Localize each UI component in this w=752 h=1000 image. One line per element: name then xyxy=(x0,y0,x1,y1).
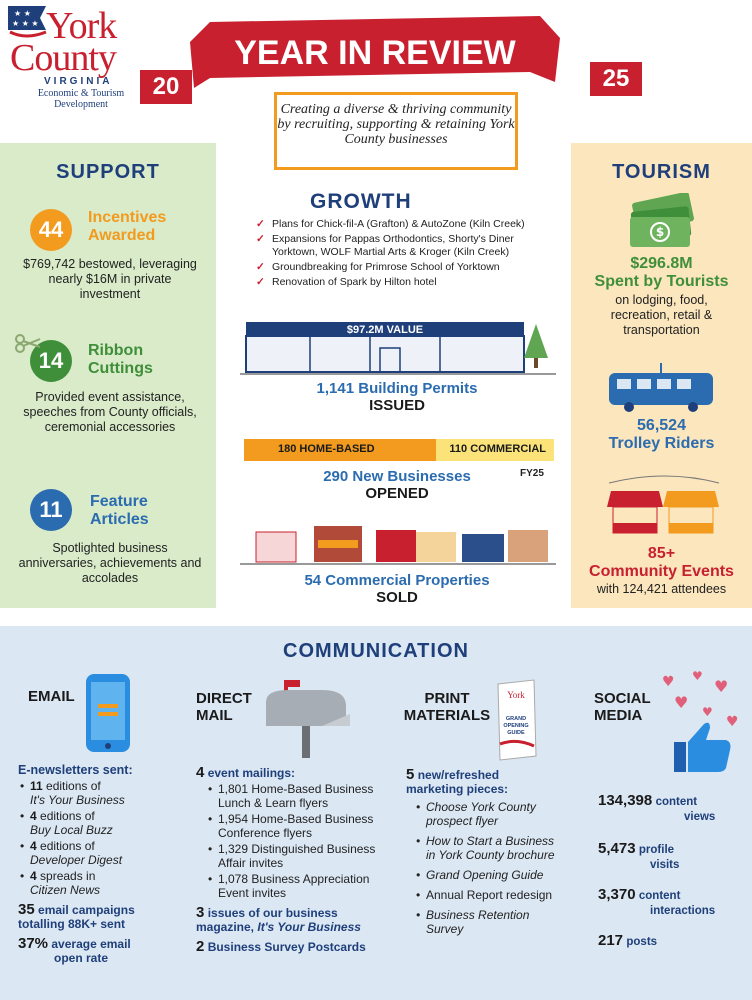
list-item: • Choose York County prospect flyer xyxy=(414,800,556,828)
svg-text:GRAND: GRAND xyxy=(505,716,527,722)
money-icon xyxy=(626,193,700,249)
check-icon: ✓ xyxy=(256,276,265,288)
social-interactions: 3,370 content interactions xyxy=(598,886,716,917)
direct-mail-head: DIRECT MAIL xyxy=(196,690,252,724)
svg-text:York: York xyxy=(507,690,525,700)
growth-title: GROWTH xyxy=(310,190,412,213)
tourism-spent: $296.8M Spent by Tourists on lodging, food, recreation, retail & transportation xyxy=(594,255,729,337)
year-left: 20 xyxy=(140,70,192,104)
tagline: Creating a diverse & thriving community by recruiting, supporting & retaining York County businesses xyxy=(274,92,518,170)
support-title: SUPPORT xyxy=(56,161,160,183)
list-item: ✓ Expansions for Pappas Orthodontics, Shorty's Diner Yorktown, WOLF Martial Arts & Kroger (Kiln Creek) xyxy=(256,233,514,258)
svg-text:★ ★: ★ ★ xyxy=(14,9,31,18)
incentives-desc: $769,742 bestowed, leveraging nearly $16M in private investment xyxy=(23,257,197,301)
mailbox-icon xyxy=(262,676,354,760)
logo-virginia: VIRGINIA xyxy=(44,76,113,87)
svg-text:♥: ♥ xyxy=(702,705,713,719)
ribbon-label: Ribbon Cuttings xyxy=(88,342,153,377)
title-banner xyxy=(190,12,560,92)
incentives-label: Incentives Awarded xyxy=(88,209,167,244)
social-head: SOCIAL MEDIA xyxy=(594,690,651,724)
list-item: • 1,954 Home-Based Business Conference flyers xyxy=(206,812,392,840)
properties-stat: 54 Commercial Properties SOLD xyxy=(304,572,490,606)
year-right: 25 xyxy=(590,62,642,96)
list-item: • 1,329 Distinguished Business Affair invites xyxy=(206,842,392,870)
list-item: ✓ Plans for Chick-fil-A (Grafton) & AutoZone (Kiln Creek) xyxy=(256,218,525,230)
svg-text:♥: ♥ xyxy=(662,674,675,690)
check-icon: ✓ xyxy=(256,218,265,230)
list-item: • 4 spreads in Citizen News xyxy=(18,869,188,897)
direct-mail-details: 4 event mailings: • 1,801 Home-Based Business Lunch & Learn flyers • 1,954 Home-Based Business Conference flyers • 1,329 Distinguished Business Affair invites • 1,078 Business Appreciation Event invites 3 issues of our business magazine, It's Your Business 2 Business Survey Postcards xyxy=(196,766,392,954)
list-item: • 1,801 Home-Based Business Lunch & Learn flyers xyxy=(206,782,392,810)
list-item: ✓ Groundbreaking for Primrose School of Yorktown xyxy=(256,261,500,273)
phone-icon xyxy=(84,672,132,754)
list-item: • 4 editions of Developer Digest xyxy=(18,839,188,867)
york-county-logo xyxy=(6,4,136,116)
svg-text:♥: ♥ xyxy=(714,677,729,696)
value-banner: $97.2M VALUE xyxy=(346,324,424,336)
logo-dept: Economic & Tourism Development xyxy=(37,88,125,110)
storefronts-icon xyxy=(240,518,556,568)
support-panel xyxy=(0,143,216,608)
list-item: • How to Start a Business in York County brochure xyxy=(414,834,556,862)
articles-label: Feature Articles xyxy=(90,493,149,528)
print-details: 5 new/refreshed marketing pieces: • Choose York County prospect flyer • How to Start a Business in York County brochure • Grand Opening Guide • Annual Report redesign • Business Retention Survey xyxy=(406,768,556,938)
svg-text:♥: ♥ xyxy=(692,669,703,683)
incentives-count: 44 xyxy=(30,209,72,251)
new-business-stat: 290 New Businesses OPENED xyxy=(323,468,471,502)
social-views: 134,398 content views xyxy=(598,792,716,823)
list-item: • 4 editions of Buy Local Buzz xyxy=(18,809,188,837)
print-head: PRINT MATERIALS xyxy=(403,690,491,724)
communication-title: COMMUNICATION xyxy=(283,640,469,662)
scissors-icon xyxy=(14,333,42,353)
fy-label: FY25 xyxy=(520,468,544,479)
logo-county: County xyxy=(10,37,116,79)
building-icon xyxy=(240,318,556,378)
svg-text:★ ★ ★: ★ ★ ★ xyxy=(12,19,39,28)
home-based-label: 180 HOME-BASED xyxy=(278,443,375,455)
articles-count: 11 xyxy=(30,489,72,531)
ribbon-desc: Provided event assistance, speeches from County officials, ceremonial accessories xyxy=(23,390,197,434)
growth-list xyxy=(256,218,556,291)
list-item: • 11 editions of It's Your Business xyxy=(18,779,188,807)
email-details: E-newsletters sent: • 11 editions of It's Your Business • 4 editions of Buy Local Buzz • 4 editions of Developer Digest • 4 spreads in Citizen News 35 email campaigns totalling 88K+ sent 37% average email open rate xyxy=(18,763,188,965)
svg-text:♥: ♥ xyxy=(726,714,739,730)
check-icon: ✓ xyxy=(256,233,265,245)
tourism-title: TOURISM xyxy=(612,161,711,183)
social-posts: 217 posts xyxy=(598,932,658,949)
events-stat: 85+ Community Events with 124,421 attendees xyxy=(589,545,734,596)
social-visits: 5,473 profile visits xyxy=(598,840,680,871)
brochure-icon xyxy=(494,678,540,762)
svg-text:OPENING: OPENING xyxy=(503,723,529,729)
trolley-icon xyxy=(605,361,717,413)
tourism-panel xyxy=(571,143,752,608)
permits-stat: 1,141 Building Permits ISSUED xyxy=(316,380,478,414)
page-title: YEAR IN REVIEW xyxy=(234,34,516,72)
list-item: • Business Retention Survey xyxy=(414,908,556,936)
svg-text:GUIDE: GUIDE xyxy=(507,730,525,736)
list-item: • Grand Opening Guide xyxy=(414,868,556,882)
logo-york: York xyxy=(46,5,117,47)
list-item: • Annual Report redesign xyxy=(414,888,556,902)
svg-text:$: $ xyxy=(655,225,665,239)
business-split-bar xyxy=(244,439,554,461)
email-head: EMAIL xyxy=(28,688,75,705)
market-stall-icon xyxy=(605,473,723,543)
check-icon: ✓ xyxy=(256,261,265,273)
ribbon-count: 14 xyxy=(30,340,72,382)
commercial-label: 110 COMMERCIAL xyxy=(449,443,546,455)
list-item: • 1,078 Business Appreciation Event invites xyxy=(206,872,392,900)
trolley-stat: 56,524 Trolley Riders xyxy=(608,417,715,452)
list-item: ✓ Renovation of Spark by Hilton hotel xyxy=(256,276,437,288)
articles-desc: Spotlighted business anniversaries, achievements and accolades xyxy=(18,541,202,585)
thumbs-up-hearts-icon xyxy=(652,668,748,778)
svg-text:♥: ♥ xyxy=(674,693,689,712)
